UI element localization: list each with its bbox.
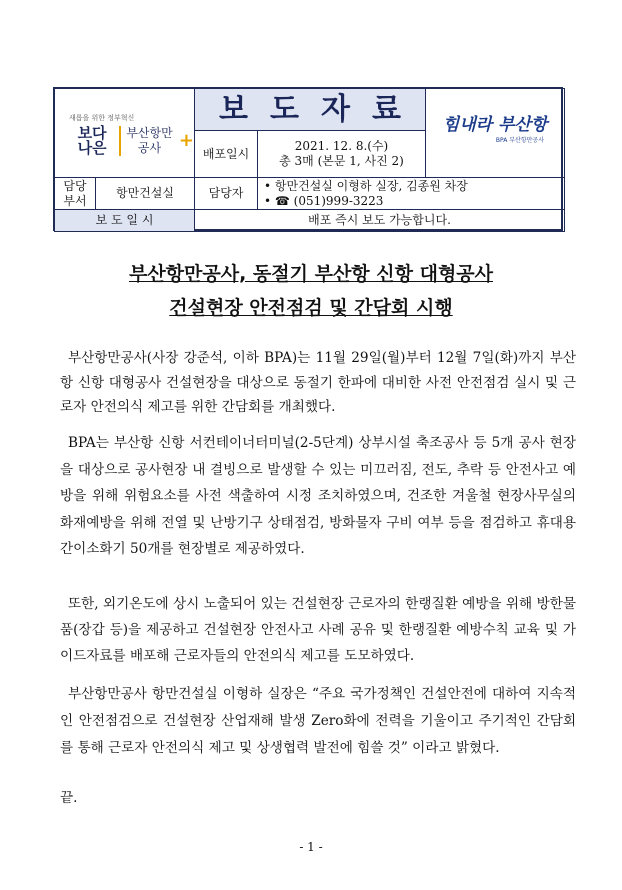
release-info (257, 130, 426, 178)
contact-info (257, 177, 565, 210)
logo-slogan: 힘내라 부산항 (442, 115, 548, 135)
document-title: 보도자료 (194, 88, 426, 131)
plus-icon: + (178, 130, 194, 151)
busan-port-logo (425, 88, 565, 178)
paragraph-4: 부산항만공사 항만건설실 이형하 실장은 “주요 국가정책인 건설안전에 대하여 지속적인 안전점검으로 건설현장 산업재해 발생 Zero화에 전력을 기울이고 주기적인 간담회를 통해 근로자 안전의식 제고 및 상생협력 발전에 힘쓸 것” 이라고 밝혔다. (60, 686, 576, 756)
report-value: 배포 즉시 보도 가능합니다. (194, 209, 565, 232)
page-number: - 1 - (299, 840, 323, 854)
logo-main: 보다 나은 (77, 123, 107, 157)
contact-label: 담당자 (194, 177, 258, 210)
release-date: 2021. 12. 8.(수) (294, 139, 389, 153)
press-header-table (53, 87, 563, 231)
headline-line-2: 건설현장 안전점검 및 간담회 시행 (169, 297, 453, 319)
logo-sub: BPA 부산항만공사 (495, 137, 544, 144)
release-label: 배포일시 (194, 130, 258, 178)
contact-person: • 항만건설실 이형하 실장, 김종원 차장 (264, 178, 468, 193)
logo-tagline: 새롭을 위한 정부혁신 (69, 113, 135, 122)
dept-label: 담당 부서 (54, 177, 96, 210)
end-mark: 끝. (60, 790, 78, 806)
government-innovation-logo (54, 88, 195, 178)
contact-phone: • ☎ (051)999-3223 (264, 193, 384, 208)
logo-org: 부산항만공사 (119, 126, 175, 156)
paragraph-3: 또한, 외기온도에 상시 노출되어 있는 건설현장 근로자의 한랭질환 예방을 위해 방한물품(장갑 등)을 제공하고 건설현장 안전사고 사례 공유 및 한랭질환 예방수칙 교육 및 가이드자료를 배포해 근로자들의 안전의식 제고를 도모하였다. (60, 596, 576, 664)
report-label: 보 도 일 시 (54, 209, 195, 232)
page-count: 총 3매 (본문 1, 사진 2) (279, 154, 404, 168)
paragraph-2: BPA는 부산항 신항 서컨테이너터미널(2-5단계) 상부시설 축조공사 등 5개 공사 현장을 대상으로 공사현장 내 결빙으로 발생할 수 있는 미끄러짐, 전도, 추락 등 안전사고 예방을 위해 위험요소를 사전 색출하여 시정 조치하였으며, 건조한 겨울철 현장사무실의 화재예방을 위해 전열 및 난방기구 상태점검, 방화물자 구비 여부 등을 점검하고 휴대용 간이소화기 50개를 현장별로 제공하였다. (60, 435, 576, 557)
paragraph-1: 부산항만공사(사장 강준석, 이하 BPA)는 11월 29일(월)부터 12월 7일(화)까지 부산항 신항 대형공사 건설현장을 대상으로 동절기 한파에 대비한 사전 안전점검 실시 및 근로자 안전의식 제고를 위한 간담회를 개최했다. (60, 350, 576, 415)
dept-value: 항만건설실 (95, 177, 195, 210)
headline-line-1: 부산항만공사, 동절기 부산항 신항 대형공사 (128, 263, 494, 285)
